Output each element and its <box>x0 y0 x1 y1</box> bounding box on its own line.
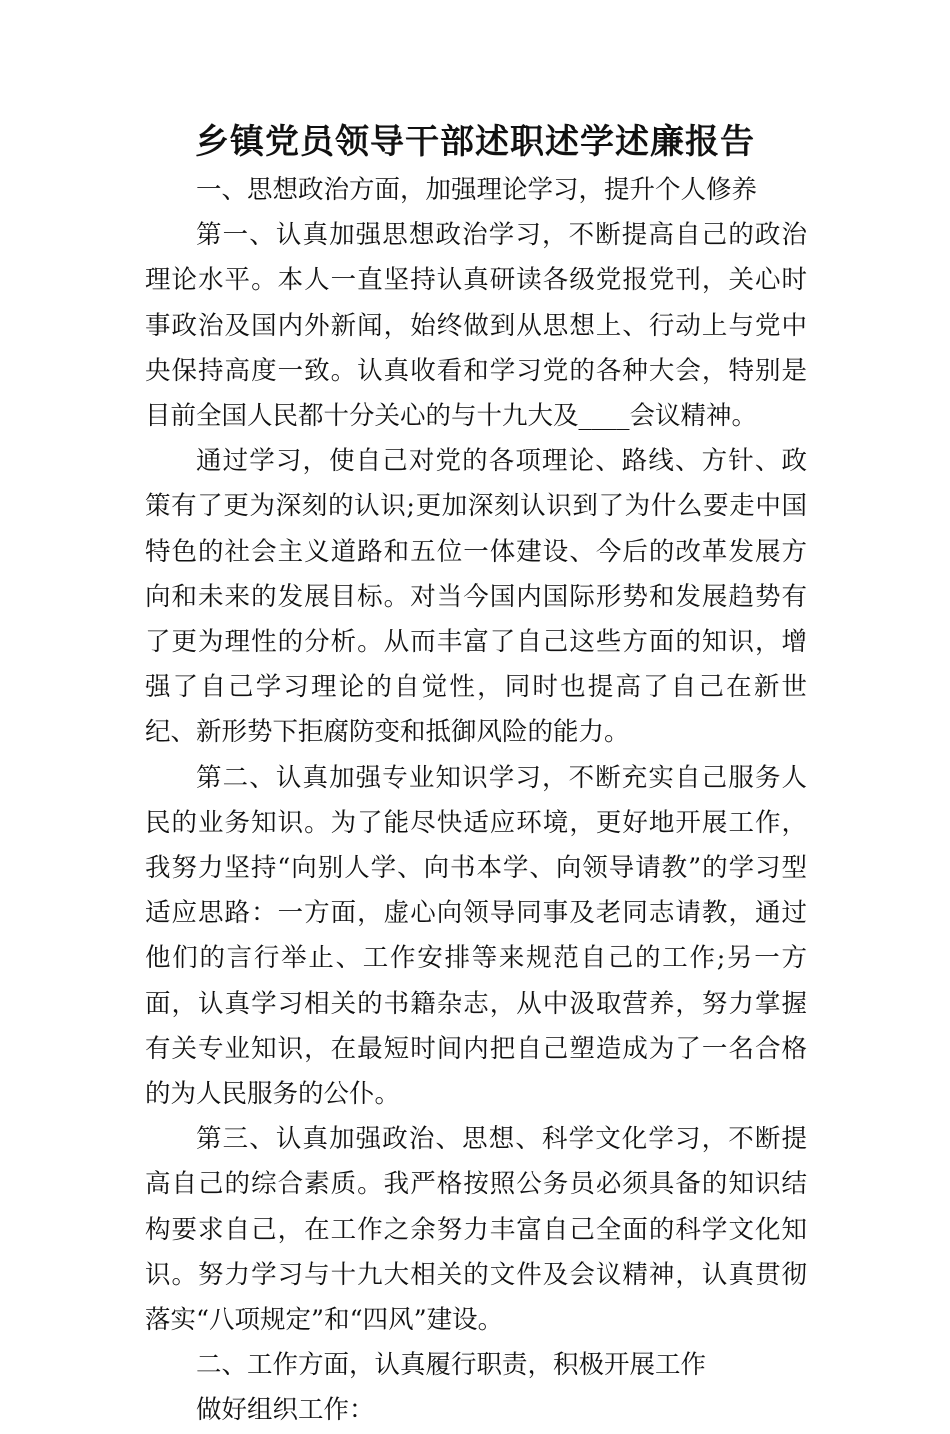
paragraph-3: 第二、认真加强专业知识学习，不断充实自己服务人民的业务知识。为了能尽快适应环境，更好地开展工作，我努力坚持“向别人学、向书本学、向领导请教”的学习型适应思路：一方面，虚心向领导同事及老同志请教，通过他们的言行举止、工作安排等来规范自己的工作;另一方面，认真学习相关的书籍杂志，从中汲取营养，努力掌握有关专业知识，在最短时间内把自己塑造成为了一名合格的为人民服务的公仆。 <box>145 762 807 1110</box>
document-body <box>145 168 807 1434</box>
document-title: 乡镇党员领导干部述职述学述廉报告 <box>195 122 755 162</box>
paragraph-2: 通过学习，使自己对党的各项理论、路线、方针、政策有了更为深刻的认识;更加深刻认识到了为什么要走中国特色的社会主义道路和五位一体建设、今后的改革发展方向和未来的发展目标。对当今国内国际形势和发展趋势有了更为理性的分析。从而丰富了自己这些方面的知识，增强了自己学习理论的自觉性，同时也提高了自己在新世纪、新形势下拒腐防变和抵御风险的能力。 <box>145 446 807 748</box>
paragraph-4: 第三、认真加强政治、思想、科学文化学习，不断提高自己的综合素质。我严格按照公务员必须具备的知识结构要求自己，在工作之余努力丰富自己全面的科学文化知识。努力学习与十九大相关的文件及会议精神，认真贯彻落实“八项规定”和“四风”建设。 <box>145 1124 807 1336</box>
paragraph-1: 第一、认真加强思想政治学习，不断提高自己的政治理论水平。本人一直坚持认真研读各级党报党刊，关心时事政治及国内外新闻，始终做到从思想上、行动上与党中央保持高度一致。认真收看和学习党的各种大会，特别是目前全国人民都十分关心的与十九大及____会议精神。 <box>145 220 807 432</box>
section-heading-2: 二、工作方面，认真履行职责，积极开展工作 <box>196 1350 707 1381</box>
section-heading-1: 一、思想政治方面，加强理论学习，提升个人修养 <box>196 175 758 205</box>
paragraph-5: 做好组织工作： <box>196 1395 375 1426</box>
